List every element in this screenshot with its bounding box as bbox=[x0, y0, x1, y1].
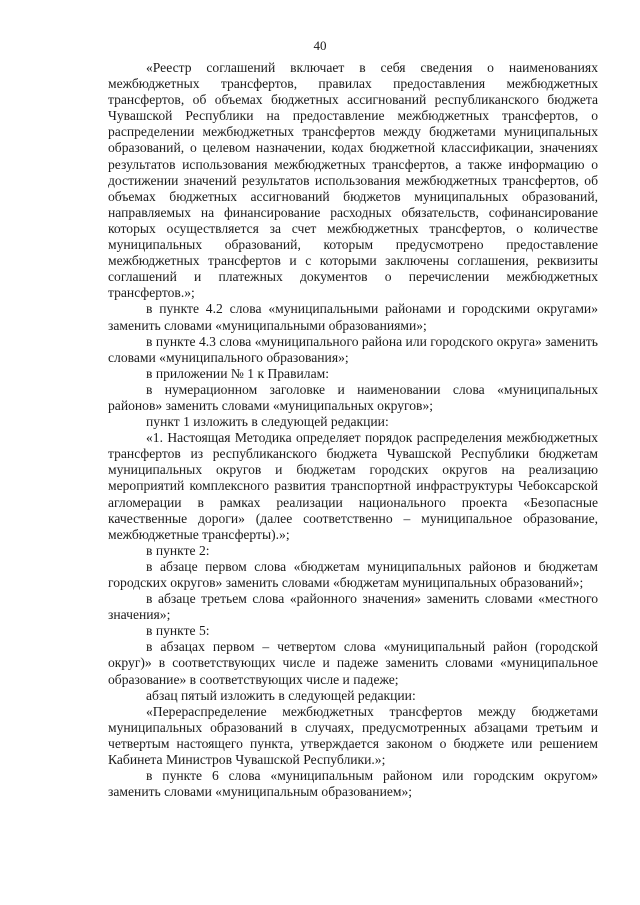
paragraph-point-5-first-fourth: в абзацах первом – четвертом слова «муниципальный район (городской округ)» в соответствующих числе и падеже заменить словами «муниципальное образование» в соответствующих числе и падеже; bbox=[108, 639, 598, 687]
paragraph-point-5-fifth-intro: абзац пятый изложить в следующей редакции: bbox=[146, 687, 416, 703]
document-body bbox=[108, 60, 598, 800]
paragraph-point-1-intro: пункт 1 изложить в следующей редакции: bbox=[146, 414, 389, 430]
page-number: 40 bbox=[313, 38, 327, 53]
paragraph-point-4-2: в пункте 4.2 слова «муниципальными районами и городскими округами» заменить словами «муниципальными образованиями»; bbox=[108, 301, 598, 333]
paragraph-point-2-first: в абзаце первом слова «бюджетам муниципальных районов и бюджетам городских округов» заменить словами «бюджетам муниципальных образований»; bbox=[108, 558, 598, 590]
paragraph-registry-contents: «Реестр соглашений включает в себя сведения о наименованиях межбюджетных трансфертов, правилах предоставления межбюджетных трансфертов, об объемах бюджетных ассигнований республиканского бюджета Чувашской Республики на предоставление межбюджетных трансфертов, о распределении межбюджетных трансфертов между бюджетами муниципальных образований, о целевом назначении, кодах бюджетной классификации, значениях результатов использования межбюджетных трансфертов, а также информацию о достижении значений результатов использования межбюджетных трансфертов, об объемах бюджетных ассигнований бюджетов муниципальных образований, направляемых на финансирование расходных обязательств, софинансирование которых осуществляется за счет межбюджетных трансфертов, о количестве муниципальных образований, которым предусмотрено предоставление межбюджетных трансфертов и с которыми заключены соглашения, реквизиты соглашений и платежных документов о перечислении межбюджетных трансфертов.»; bbox=[108, 60, 598, 301]
paragraph-point-5: в пункте 5: bbox=[146, 623, 210, 639]
paragraph-point-4-3: в пункте 4.3 слова «муниципального района или городского округа» заменить словами «муниципального образования»; bbox=[108, 333, 598, 365]
paragraph-point-2: в пункте 2: bbox=[146, 542, 210, 558]
paragraph-point-6: в пункте 6 слова «муниципальным районом или городским округом» заменить словами «муниципальным образованием»; bbox=[108, 768, 598, 800]
paragraph-point-1-text: «1. Настоящая Методика определяет порядок распределения межбюджетных трансфертов из республиканского бюджета Чувашской Республики бюджетам муниципальных округов и бюджетам городских округов на реализацию мероприятий комплексного развития транспортной инфраструктуры Чебоксарской агломерации в рамках реализации национального проекта «Безопасные качественные дороги» (далее соответственно – муниципальное образование, межбюджетные трансферты).»; bbox=[108, 430, 598, 542]
paragraph-point-5-fifth-text: «Перераспределение межбюджетных трансфертов между бюджетами муниципальных образований в случаях, предусмотренных абзацами третьим и четвертым настоящего пункта, утверждается законом о бюджете или решением Кабинета Министров Чувашской Республики.»; bbox=[108, 703, 598, 768]
paragraph-heading-change: в нумерационном заголовке и наименовании слова «муниципальных районов» заменить словами «муниципальных округов»; bbox=[108, 381, 598, 413]
paragraph-appendix-1: в приложении № 1 к Правилам: bbox=[146, 365, 329, 381]
paragraph-point-2-third: в абзаце третьем слова «районного значения» заменить словами «местного значения»; bbox=[108, 591, 598, 623]
